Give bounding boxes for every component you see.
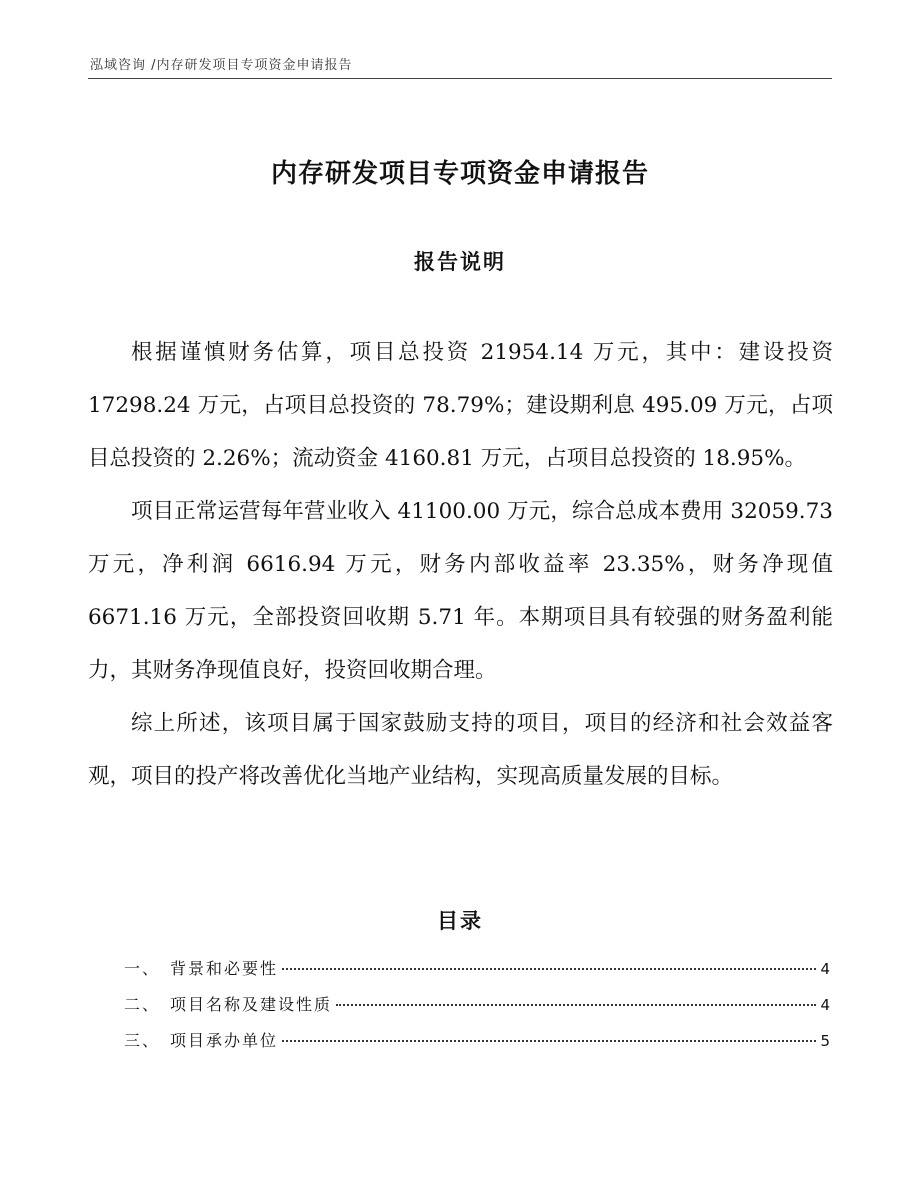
toc-entry-page: 4 (820, 960, 830, 978)
toc-entry-label: 项目承办单位 (170, 1031, 279, 1050)
table-of-contents (124, 956, 830, 1064)
toc-leader-dots (282, 1040, 816, 1042)
paragraph-investment: 根据谨慎财务估算，项目总投资 21954.14 万元，其中：建设投资 17298.24 万元，占项目总投资的 78.79%；建设期利息 495.09 万元，占项目总投资的 2.26%；流动资金 4160.81 万元，占项目总投资的 18.95%。 (88, 340, 833, 471)
toc-entry[interactable] (124, 992, 830, 1028)
toc-entry[interactable] (124, 956, 830, 992)
toc-leader-dots (336, 1004, 816, 1006)
toc-entry-label: 项目名称及建设性质 (170, 995, 333, 1014)
toc-leader-dots (282, 968, 816, 970)
paragraph-summary: 综上所述，该项目属于国家鼓励支持的项目，项目的经济和社会效益客观，项目的投产将改善优化当地产业结构，实现高质量发展的目标。 (88, 711, 833, 789)
toc-entry-page: 4 (820, 996, 830, 1014)
toc-entry-number: 一、 (124, 959, 161, 978)
toc-entry-label: 背景和必要性 (170, 959, 279, 978)
toc-title: 目录 (437, 909, 483, 933)
document-title: 内存研发项目专项资金申请报告 (270, 159, 649, 189)
toc-entry-number: 二、 (124, 995, 161, 1014)
report-body (88, 326, 833, 803)
paragraph-financials: 项目正常运营每年营业收入 41100.00 万元，综合总成本费用 32059.73 万元，净利润 6616.94 万元，财务内部收益率 23.35%，财务净现值 6671.16 万元，全部投资回收期 5.71 年。本期项目具有较强的财务盈利能力，其财务净现值良好，投资回收期合理。 (88, 499, 833, 683)
toc-entry-page: 5 (820, 1032, 830, 1050)
toc-entry-number: 三、 (124, 1031, 161, 1050)
toc-entry[interactable] (124, 1028, 830, 1064)
section-title: 报告说明 (414, 250, 506, 274)
running-header: 泓域咨询 /内存研发项目专项资金申请报告 (90, 58, 353, 73)
header-divider (88, 78, 832, 79)
